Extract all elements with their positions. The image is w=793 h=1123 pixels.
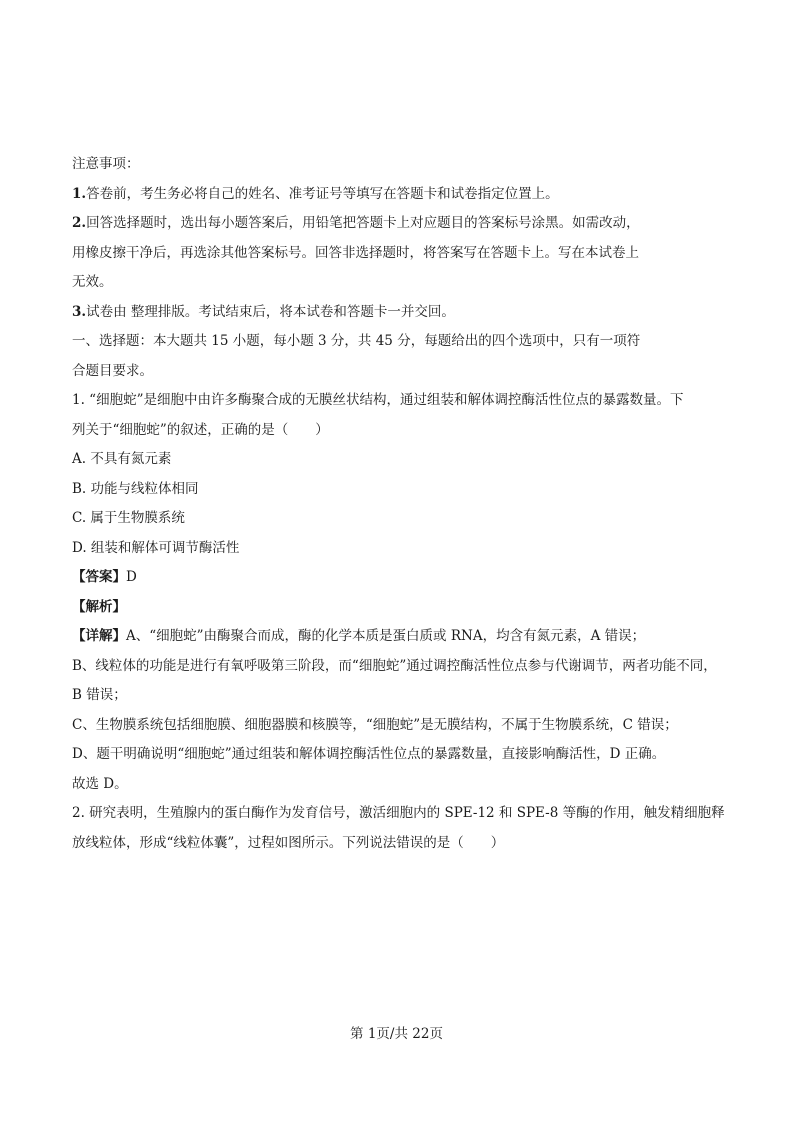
question-1-answer xyxy=(72,563,732,593)
notice-item-2-line-1 xyxy=(72,209,732,239)
detail-line-b-1: B、线粒体的功能是进行有氧呼吸第三阶段，而“细胞蛇”通过调控酶活性位点参与代谢调节，两者功能不同， xyxy=(72,657,717,674)
notice-item-3-text: 试卷由 整理排版。考试结束后，将本试卷和答题卡一并交回。 xyxy=(86,303,455,320)
notice-title: 注意事项： xyxy=(72,156,140,172)
question-1-option-d: D. 组装和解体可调节酶活性 xyxy=(72,539,240,556)
answer-label: 【答案】 xyxy=(72,569,126,585)
notice-item-1-text: 答卷前，考生务必将自己的姓名、准考证号等填写在答题卡和试卷指定位置上。 xyxy=(86,185,559,202)
detail-line-d: D、题干明确说明“细胞蛇”通过组装和解体调控酶活性位点的暴露数量，直接影响酶活性，D 正确。 xyxy=(72,746,666,762)
notice-item-2-number: 2. xyxy=(72,215,87,231)
notice-item-1-number: 1. xyxy=(72,185,87,202)
detail-line-c: C、生物膜系统包括细胞膜、细胞器膜和核膜等，“细胞蛇”是无膜结构，不属于生物膜系统，C 错误； xyxy=(72,716,678,733)
question-1-option-c: C. 属于生物膜系统 xyxy=(72,510,185,526)
analysis-label: 【解析】 xyxy=(72,598,126,615)
section-heading-line-1: 一、选择题：本大题共 15 小题，每小题 3 分，共 45 分，每题给出的四个选项中，只有一项符 xyxy=(72,333,641,349)
notice-item-1 xyxy=(72,180,732,210)
page-footer: 第 1页/共 22页 xyxy=(350,1026,443,1042)
question-1-option-a: A. 不具有氮元素 xyxy=(72,451,172,467)
detail-text-a: A、“细胞蛇”由酶聚合而成，酶的化学本质是蛋白质或 RNA，均含有氮元素，A 错误； xyxy=(126,628,646,644)
notice-item-2-text-a: 回答选择题时，选出每小题答案后，用铅笔把答题卡上对应题目的答案标号涂黑。如需改动， xyxy=(86,215,640,231)
question-1-stem-line-2: 列关于“细胞蛇”的叙述，正确的是（ ） xyxy=(72,421,329,438)
question-1-option-b: B. 功能与线粒体相同 xyxy=(72,480,199,497)
detail-line-a xyxy=(72,622,732,652)
section-heading-line-2: 合题目要求。 xyxy=(72,362,153,379)
notice-item-2-line-3: 无效。 xyxy=(72,274,113,290)
detail-line-b-2: B 错误； xyxy=(72,687,127,703)
notice-item-2-line-2: 用橡皮擦干净后，再选涂其他答案标号。回答非选择题时，将答案写在答题卡上。写在本试卷上 xyxy=(72,244,639,261)
notice-item-3 xyxy=(72,298,732,328)
answer-value: D xyxy=(126,569,137,585)
page-content xyxy=(72,150,732,858)
detail-label: 【详解】 xyxy=(72,628,126,644)
question-2-stem-line-2: 放线粒体，形成“线粒体囊”，过程如图所示。下列说法错误的是（ ） xyxy=(72,834,505,851)
question-2-stem-line-1: 2. 研究表明，生殖腺内的蛋白酶作为发育信号，激活细胞内的 SPE-12 和 SPE-8 等酶的作用，触发精细胞释 xyxy=(72,805,725,821)
notice-item-3-number: 3. xyxy=(72,303,87,320)
question-1-stem-line-1: 1. “细胞蛇”是细胞中由许多酶聚合成的无膜丝状结构，通过组装和解体调控酶活性位点的暴露数量。下 xyxy=(72,392,684,408)
conclusion-line: 故选 D。 xyxy=(72,775,128,792)
